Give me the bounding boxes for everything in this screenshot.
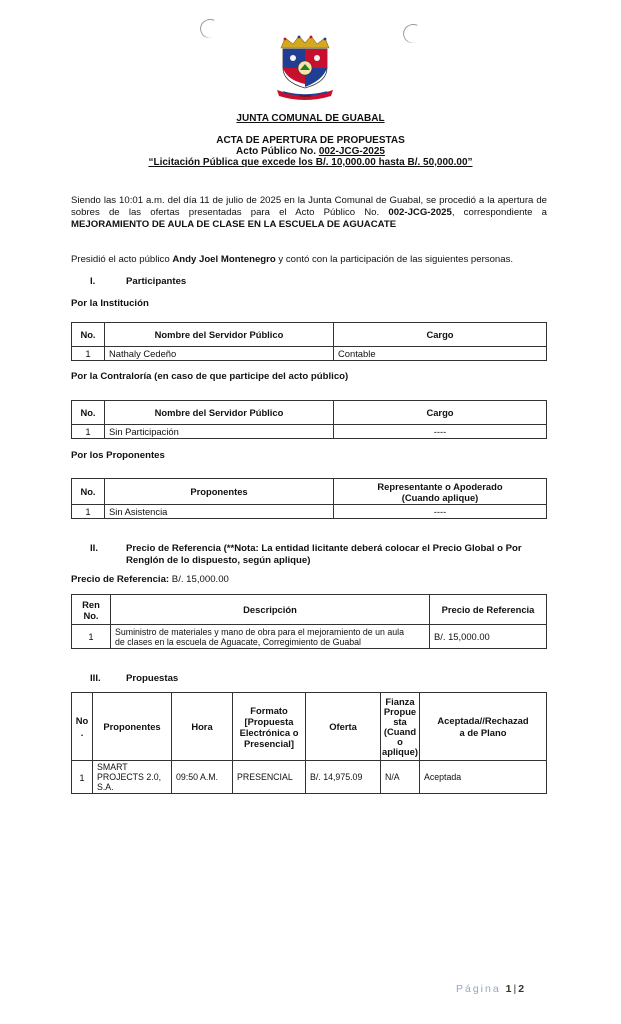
cell-name: Nathaly Cedeño xyxy=(105,347,334,361)
presided-paragraph: Presidió el acto público Andy Joel Montenegro y contó con la participación de las siguientes personas. xyxy=(71,254,514,265)
proposals-table xyxy=(71,692,547,794)
cell-formato: PRESENCIAL xyxy=(233,761,306,794)
punch-hole-right xyxy=(400,21,425,46)
page-number: Página 1|2 xyxy=(456,983,527,995)
institution-table xyxy=(71,322,547,361)
institution-label: Por la Institución xyxy=(71,298,149,309)
col-header-proponentes: Proponentes xyxy=(93,693,172,761)
section-2-title: Precio de Referencia (**Nota: La entidad licitante deberá colocar el Precio Global o Por Renglón de lo dispuesto, según aplique) xyxy=(126,543,522,566)
cell-proponente: SMART PROJECTS 2.0, S.A. xyxy=(93,761,172,794)
col-header-formato: Formato [Propuesta Electrónica o Presencial] xyxy=(233,693,306,761)
section-1-title: Participantes xyxy=(126,276,187,287)
cell-cargo: Contable xyxy=(334,347,547,361)
proponentes-table xyxy=(71,478,547,519)
col-header-cargo: Cargo xyxy=(334,401,547,425)
table-row xyxy=(72,625,547,649)
col-header-representante: Representante o Apoderado (Cuando aplique) xyxy=(334,479,547,505)
table-header-row xyxy=(72,401,547,425)
act-number: Acto Público No. 002-JCG-2025 xyxy=(236,146,385,157)
cell-no: 1 xyxy=(72,505,105,519)
cell-no: 1 xyxy=(72,347,105,361)
intro-paragraph: Siendo las 10:01 a.m. del día 11 de julio de 2025 en la Junta Comunal de Guabal, se procedió a la apertura de sobres de las ofertas presentadas para el Acto Público No. 002-JCG-2025, correspondiente a MEJORAMIENTO DE AULA DE CLASE EN LA ESCUELA DE AGUACATE xyxy=(71,195,547,230)
col-header-descripcion: Descripción xyxy=(111,595,430,625)
reference-price: Precio de Referencia: B/. 15,000.00 xyxy=(71,574,229,585)
section-2-number: II. xyxy=(90,543,98,554)
document-subtitle: “Licitación Pública que excede los B/. 10,000.00 hasta B/. 50,000.00” xyxy=(148,157,473,168)
section-1-number: I. xyxy=(90,276,96,287)
cell-name: Sin Participación xyxy=(105,425,334,439)
cell-renglon: 1 xyxy=(72,625,111,649)
col-header-hora: Hora xyxy=(172,693,233,761)
col-header-renglon: Ren No. xyxy=(72,595,111,625)
col-header-no: No. xyxy=(72,323,105,347)
table-header-row xyxy=(72,595,547,625)
cell-descripcion: Suministro de materiales y mano de obra para el mejoramiento de un aula de clases en la escuela de Aguacate, Corregimiento de Guabal xyxy=(111,625,430,649)
contraloria-table xyxy=(71,400,547,439)
col-header-cargo: Cargo xyxy=(334,323,547,347)
seal-caption: Guabal xyxy=(299,94,311,98)
cell-no: 1 xyxy=(72,425,105,439)
punch-hole-left xyxy=(197,16,222,41)
col-header-name: Nombre del Servidor Público xyxy=(105,323,334,347)
table-row xyxy=(72,425,547,439)
table-row xyxy=(72,761,547,794)
cell-proponente: Sin Asistencia xyxy=(105,505,334,519)
table-header-row xyxy=(72,323,547,347)
cell-precio: B/. 15,000.00 xyxy=(430,625,547,649)
cell-representante: ---- xyxy=(334,505,547,519)
table-row xyxy=(72,347,547,361)
col-header-no: No . xyxy=(72,693,93,761)
municipal-seal xyxy=(273,34,337,100)
section-3-number: III. xyxy=(90,673,101,684)
col-header-fianza: Fianza Propue sta (Cuand o aplique) xyxy=(381,693,420,761)
proponentes-label: Por los Proponentes xyxy=(71,450,165,461)
table-header-row xyxy=(72,693,547,761)
org-name: JUNTA COMUNAL DE GUABAL xyxy=(236,113,385,124)
cell-oferta: B/. 14,975.09 xyxy=(306,761,381,794)
col-header-aceptada: Aceptada//Rechazad a de Plano xyxy=(420,693,547,761)
cell-cargo: ---- xyxy=(334,425,547,439)
table-header-row xyxy=(72,479,547,505)
col-header-name: Nombre del Servidor Público xyxy=(105,401,334,425)
reference-price-table xyxy=(71,594,547,649)
contraloria-label: Por la Contraloría (en caso de que participe del acto público) xyxy=(71,371,349,382)
section-3-title: Propuestas xyxy=(126,673,179,684)
document-title: ACTA DE APERTURA DE PROPUESTAS xyxy=(216,135,405,146)
col-header-oferta: Oferta xyxy=(306,693,381,761)
cell-estado: Aceptada xyxy=(420,761,547,794)
cell-no: 1 xyxy=(72,761,93,794)
col-header-proponentes: Proponentes xyxy=(105,479,334,505)
col-header-no: No. xyxy=(72,401,105,425)
col-header-precio: Precio de Referencia xyxy=(430,595,547,625)
cell-fianza: N/A xyxy=(381,761,420,794)
col-header-no: No. xyxy=(72,479,105,505)
table-row xyxy=(72,505,547,519)
cell-hora: 09:50 A.M. xyxy=(172,761,233,794)
